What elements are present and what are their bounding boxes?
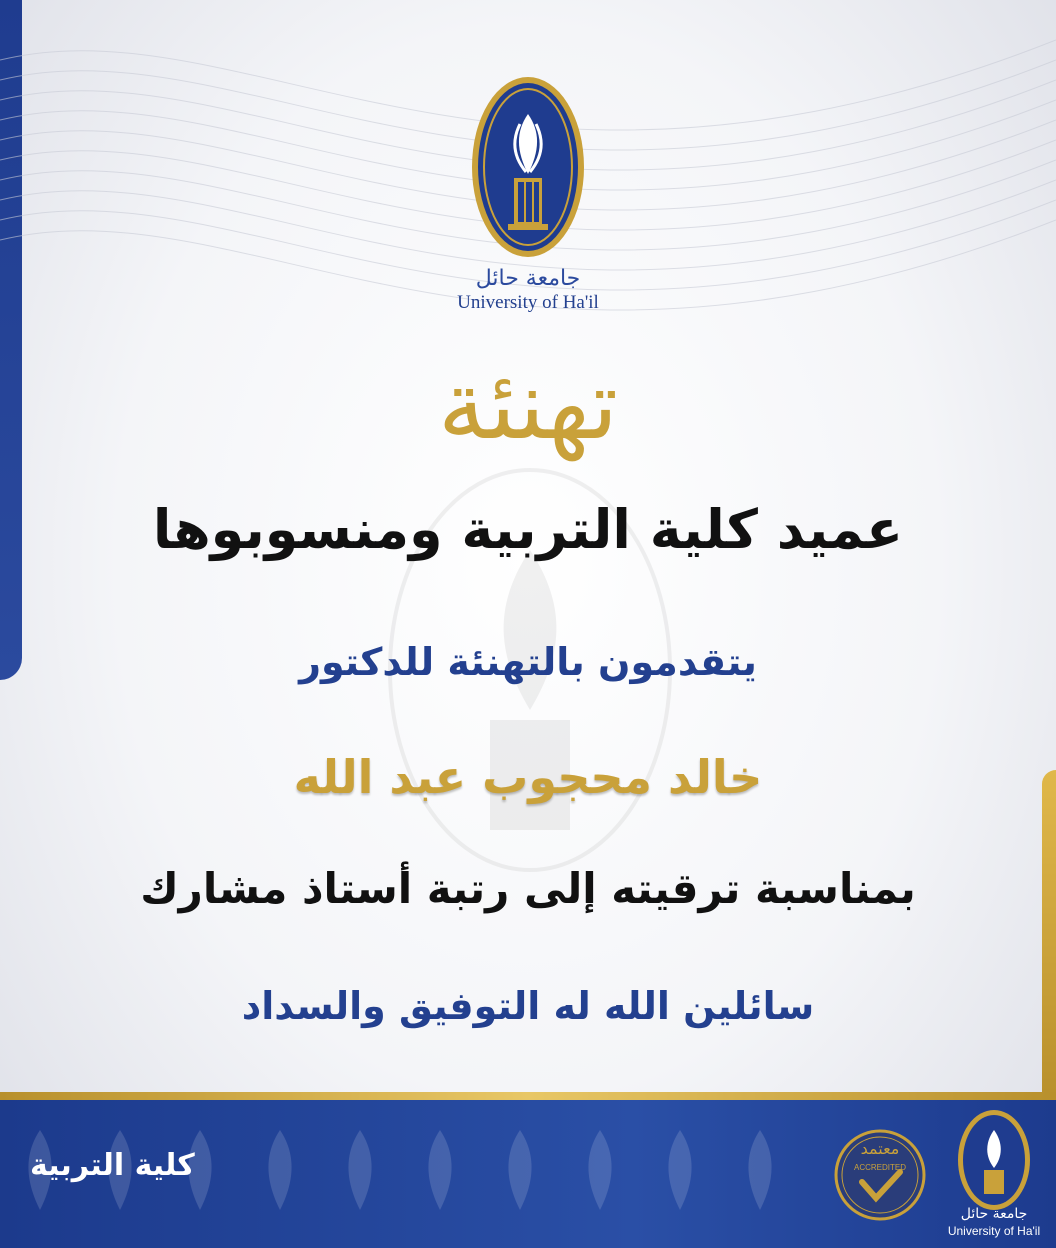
college-label: كلية التربية xyxy=(30,1148,195,1183)
right-gold-frame xyxy=(1042,770,1056,1100)
dean-heading: عميد كلية التربية ومنسوبوها xyxy=(152,498,904,561)
footer-uoh-english: University of Ha'il xyxy=(947,1224,1041,1238)
svg-text:معتمد: معتمد xyxy=(860,1139,900,1158)
congratulate-line: يتقدمون بالتهنئة للدكتور xyxy=(299,640,757,684)
footer-uoh-arabic: جامعة حائل xyxy=(960,1206,1028,1222)
honoree-name: خالد محجوب عبد الله xyxy=(293,750,763,804)
uoh-badge-icon xyxy=(954,1108,1034,1218)
congratulations-calligraphy: تهنئة xyxy=(437,349,619,461)
logo-arabic-name: جامعة حائل xyxy=(475,266,581,291)
promotion-line: بمناسبة ترقيته إلى رتبة أستاذ مشارك xyxy=(140,864,916,913)
accredited-badge-icon xyxy=(834,1112,926,1238)
logo-english-name: University of Ha'il xyxy=(457,292,599,313)
wishes-line: سائلين الله له التوفيق والسداد xyxy=(241,984,815,1028)
svg-text:ACCREDITED: ACCREDITED xyxy=(853,1163,907,1172)
university-emblem-icon xyxy=(470,74,586,260)
